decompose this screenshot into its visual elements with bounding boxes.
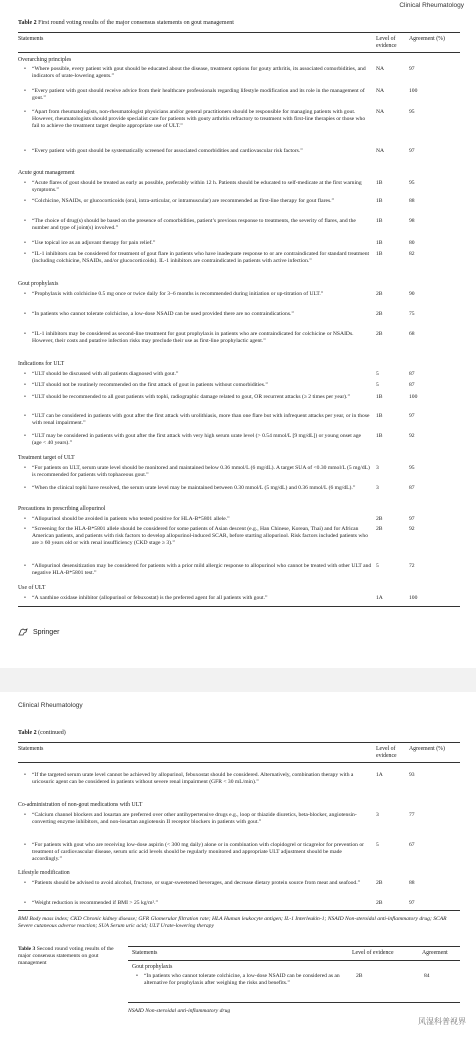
table-3-col-agreement: Agreement: [422, 950, 448, 956]
table-rule-top: [18, 32, 460, 33]
agreement-cell: 87: [409, 485, 415, 491]
table-title: (continued): [38, 730, 66, 736]
statement-text: “Prophylaxis with colchicine 0.5 mg once or twice daily for 3–6 months is recommended during initiation or up-titration of ULT.”: [32, 291, 324, 297]
statement-text: “Colchicine, NSAIDs, or glucocorticoids (oral, intra-articular, or intramuscular) are recommended as first-line therapy for gout flares.”: [32, 198, 335, 204]
statement-text: “A xanthine oxidase inhibitor (allopurinol or febuxostat) is the preferred agent for all patients with gout.”: [32, 595, 268, 601]
statement-text: “ULT should be discussed with all patients diagnosed with gout.”: [32, 371, 179, 377]
statement-text: “Patients should be advised to avoid alcohol, fructose, or sugar-sweetened beverages, and decrease dietary protein source from meat and seafood.”: [32, 880, 361, 886]
statement-text: “Every patient with gout should receive advice from their healthcare professionals regarding lifestyle modification and its role in the management of gout.”: [32, 88, 365, 101]
level-cell: 1B: [376, 433, 383, 439]
agreement-cell: 87: [409, 371, 415, 377]
table-rule-header: [18, 52, 460, 53]
page-gap: [0, 668, 476, 692]
agreement-cell: 100: [409, 394, 418, 400]
agreement-cell: 88: [409, 880, 415, 886]
table-3-col-statements: Statements: [132, 950, 158, 956]
level-cell: 2B: [376, 331, 383, 337]
statement-text: “Allopurinol should be avoided in patients who tested positive for HLA-B*5801 allele.”: [32, 516, 230, 522]
table-label: Table 2: [18, 730, 37, 736]
table-rule-bottom: [18, 910, 460, 911]
level-cell: 5: [376, 563, 379, 569]
col-header-statements: Statements: [18, 746, 44, 752]
level-cell: 5: [376, 382, 379, 388]
springer-horse-icon: [18, 628, 28, 636]
statement-text: “Use topical ice as an adjuvant therapy for pain relief.”: [32, 240, 156, 246]
agreement-cell: 95: [409, 109, 415, 115]
level-cell: NA: [376, 66, 385, 72]
statement-text: “For patients with gout who are receiving low-dose aspirin (< 300 mg daily) alone or in combination with clopidogrel or ticagrelor for prevention or treatment of cardiovascular disease, serum uric acid levels should be regularly monitored and appropriate ULT adjustment should be made accordingly.”: [32, 842, 365, 862]
table-2-continued-caption: [18, 730, 66, 736]
agreement-cell: 80: [409, 240, 415, 246]
section-title: Treatment target of ULT: [18, 455, 75, 461]
level-cell: NA: [376, 88, 385, 94]
table-rule-top: [18, 742, 460, 743]
publisher-footer: [18, 628, 59, 636]
level-cell: NA: [376, 109, 385, 115]
table-3-col-level: Level of evidence: [352, 950, 394, 956]
agreement-cell: 97: [409, 900, 415, 906]
level-cell: 3: [376, 465, 379, 471]
statement-text: “Screening for the HLA-B*5801 allele should be considered for some patients of Asian descent (e.g., Han Chinese, Korean, Thai) and for African American patients, and patients with risk factors to develop allopurinol-induced SCAR, before starting allopurinol. Risk factors included patients who are ≥ 60 years old or with renal insufficiency (CKD stage ≥ 3).”: [32, 526, 369, 546]
level-cell: 1A: [376, 595, 383, 601]
agreement-cell: 97: [409, 516, 415, 522]
level-cell: 3: [376, 485, 379, 491]
section-title: Indications for ULT: [18, 361, 65, 367]
level-cell: 2B: [376, 291, 383, 297]
section-title: Acute gout management: [18, 170, 75, 176]
level-cell: 1B: [376, 413, 383, 419]
level-cell: 3: [376, 812, 379, 818]
statement-text: “IL-1 inhibitors can be considered for treatment of gout flare in patients who have inadequate response to or are contraindicated for standard treatment (including colchicine, NSAIDs, and/or glucocorticoids). IL-1 inhibitors are contraindicated in patients with active infection.”: [32, 251, 370, 264]
statement-text: “ULT can be considered in patients with gout after the first attack with urolithiasis, more than one flare but with infrequent attacks per year, or in those with renal impairment.”: [32, 413, 370, 426]
level-cell: 1B: [376, 240, 383, 246]
agreement-cell: 100: [409, 88, 418, 94]
agreement-cell: 77: [409, 812, 415, 818]
agreement-cell: 82: [409, 251, 415, 257]
table-3-title: Second round voting results of the major consensus statements on gout management: [18, 946, 114, 966]
table-3-rule-top: [128, 946, 460, 947]
table-3-rule-bottom: [128, 1002, 460, 1003]
statement-text: “Acute flares of gout should be treated as early as possible, preferably within 12 h. Patients should be educated to self-medicate at the first warning symptoms.”: [32, 180, 362, 193]
watermark-text: 风湿科普视界: [418, 1017, 466, 1026]
table-rule-bottom: [18, 606, 460, 607]
level-cell: 1B: [376, 180, 383, 186]
table-3-agreement: 84: [424, 973, 430, 979]
level-cell: 2B: [376, 311, 383, 317]
statement-text: “Calcium channel blockers and losartan are preferred over other antihypertensive drugs e.g., loop or thiazide diuretics, beta-blocker, angiotensin-converting enzyme inhibitors, and non-losartan angiotensin II receptor blockers in patients with gout.”: [32, 812, 357, 825]
statement-text: “For patients on ULT, serum urate level should be monitored and maintained below 0.36 mmol/L (6 mg/dL). A target SUA of <0.30 mmol/L (5 mg/dL) is recommended for patients with tophaceous gout.”: [32, 465, 370, 478]
level-cell: 1B: [376, 218, 383, 224]
agreement-cell: 97: [409, 66, 415, 72]
agreement-cell: 92: [409, 433, 415, 439]
statement-text: “Allopurinol desensitization may be considered for patients with a prior mild allergic response to allopurinol who cannot be treated with other ULT and negative HLA-B*5801 test.”: [32, 563, 372, 576]
agreement-cell: 97: [409, 413, 415, 419]
col-header-level: Level of evidence: [376, 36, 397, 49]
agreement-cell: 87: [409, 382, 415, 388]
level-cell: 2B: [376, 900, 383, 906]
statement-text: “If the targeted serum urate level cannot be achieved by allopurinol, febuxostat should be considered. Alternatively, combination therapy with a uricosuric agent can be considered in patients without severe renal impairment (GFR < 30 mL/min).”: [32, 772, 354, 785]
table-label: Table 2: [18, 20, 37, 26]
table-2-caption: [18, 20, 234, 26]
agreement-cell: 90: [409, 291, 415, 297]
col-header-agreement: Agreement (%): [409, 36, 445, 42]
statement-text: “Weight reduction is recommended if BMI > 25 kg/m².”: [32, 900, 159, 906]
level-cell: 5: [376, 842, 379, 848]
section-title: Gout prophylaxis: [18, 281, 59, 287]
agreement-cell: 75: [409, 311, 415, 317]
page-1: Clinical Rheumatology Table 2 First round voting results of the major consensus statements on gout management Statements Level of evidence Agreement (%) Overarching principles • “Where possible, every patient with gout should be educated about the disease, treatment options for gouty arthritis, its associated comorbidities, and indicators of urate-lowering agents.” NA 97 • “Every patient with gout should receive advice from their healthcare professionals regarding lifestyle modification and its role in the management of gout.” NA 100 • “Apart from rheumatologists, non-rheumatologist physicians and/or general practitioners should be responsible for managing patients with gout. However, rheumatologists should provide specialist care for patients with gouty arthritis refractory to treatment with first-line therapies or those who fail to achieve the treatment target despite appropriate use of ULT.” NA 95 • “Every patient with gout should be systematically screened for associated comorbidities and cardiovascular risk factors.” NA 97 Acute gout management • “Acute flares of gout should be treated as early as possible, preferably within 12 h. Patients should be educated to self-medicate at the first warning symptoms.” 1B 95 • “Colchicine, NSAIDs, or glucocorticoids (oral, intra-articular, or intramuscular) are recommended as first-line therapy for gout flares.” 1B 88 • “The choice of drug(s) should be based on the presence of comorbidities, patient’s previous response to treatments, the severity of flares, and the number and type of joint(s) involved.” 1B 98 • “Use topical ice as an adjuvant therapy for pain relief.” 1B 80 • “IL-1 inhibitors can be considered for treatment of gout flare in patients who have inadequate response to or are contraindicated for standard treatment (including colchicine, NSAIDs, and/or glucocorticoids). IL-1 inhibitors are contraindicated in patients with active infection.” 1B 82 Gout prophylaxis • “Prophylaxis with colchicine 0.5 mg once or twice daily for 3–6 months is recommended during initiation or up-titration of ULT.” 2B 90 • “In patients who cannot tolerate colchicine, a low-dose NSAID can be used provided there are no contraindications.” 2B 75 • “IL-1 inhibitors may be considered as second-line treatment for gout prophylaxis in patients who are contraindicated for colchicine or NSAIDs. However, their costs and putative infection risks may preclude their use as first-line prophylactic agent.” 2B 68 Indications for ULT • “ULT should be discussed with all patients diagnosed with gout.” 5 87 • “ULT should not be routinely recommended on the first attack of gout in patients without comorbidities.” 5 87 • “ULT should be recommended to all gout patients with tophi, radiographic damage related to gout, OR recurrent attacks (≥ 2 times per year).” 1B 100 • “ULT can be considered in patients with gout after the first attack with urolithiasis, more than one flare but with infrequent attacks per year, or in those with renal impairment.” 1B 97 • “ULT may be considered in patients with gout after the first attack with very high serum urate level (> 0.54 mmol/L [9 mg/dL]) or young onset age (age < 40 years).” 1B 92 Treatment target of ULT • “For patients on ULT, serum urate level should be monitored and maintained below 0.36 mmol/L (6 mg/dL). A target SUA of <0.30 mmol/L (5 mg/dL) is recommended for patients with tophaceous gout.” 3 95 • “When the clinical tophi have resolved, the serum urate level may be maintained between 0.30 mmol/L (5 mg/dL) and 0.36 mmol/L (6 mg/dL).” 3 87 Precautions in prescribing allopurinol • “Allopurinol should be avoided in patients who tested positive for HLA-B*5801 allele.” 2B 97 • “Screening for the HLA-B*5801 allele should be considered for some patients of Asian descent (e.g., Han Chinese, Korean, Thai) and for African American patients, and patients with risk factors to develop allopurinol-induced SCAR, before starting allopurinol. Risk factors included patients who are ≥ 60 years old or with renal insufficiency (CKD stage ≥ 3).” 2B 92 • “Allopurinol desensitization may be considered for patients with a prior mild allergic response to allopurinol who cannot be treated with other ULT and negative HLA-B*5801 test.” 5 72 Use of ULT • “A xanthine oxidase inhibitor (allopurinol or febuxostat) is the preferred agent for all patients with gout.” 1A 100 Springer: [0, 0, 476, 668]
running-head: Clinical Rheumatology: [399, 2, 464, 9]
level-cell: 1B: [376, 198, 383, 204]
statement-text: “The choice of drug(s) should be based on the presence of comorbidities, patient’s previous response to treatments, the severity of flares, and the number and type of joint(s) involved.”: [32, 218, 356, 231]
statement-text: “Apart from rheumatologists, non-rheumatologist physicians and/or general practitioners should be responsible for managing patients with gout. However, rheumatologists should provide specialist care for patients with gouty arthritis refractory to treatment with first-line therapies or those who fail to achieve the treatment target despite appropriate use of ULT.”: [32, 109, 366, 129]
col-header-statements: Statements: [18, 36, 44, 42]
table-3-level: 2B: [356, 973, 363, 979]
section-title: Co-administration of non-gout medications with ULT: [18, 802, 143, 808]
table-3-caption: [18, 946, 114, 967]
table-3-rule-header: [128, 960, 460, 961]
level-cell: 1A: [376, 772, 383, 778]
table-rule-header: [18, 762, 460, 763]
agreement-cell: 100: [409, 595, 418, 601]
table-3-label: Table 3: [18, 946, 36, 952]
level-cell: 5: [376, 371, 379, 377]
agreement-cell: 67: [409, 842, 415, 848]
statement-text: “IL-1 inhibitors may be considered as second-line treatment for gout prophylaxis in patients who are contraindicated for colchicine or NSAIDs. However, their costs and putative infection risks may preclude their use as first-line prophylactic agent.”: [32, 331, 354, 344]
page-2: Clinical Rheumatology Table 2 (continued) Statements Level of evidence Agreement (%) • “If the targeted serum urate level cannot be achieved by allopurinol, febuxostat should be considered. Alternatively, combination therapy with a uricosuric agent can be considered in patients without severe renal impairment (GFR < 30 mL/min).” 1A 93 Co-administration of non-gout medications with ULT • “Calcium channel blockers and losartan are preferred over other antihypertensive drugs e.g., loop or thiazide diuretics, beta-blocker, angiotensin-converting enzyme inhibitors, and non-losartan angiotensin II receptor blockers in patients with gout.” 3 77 • “For patients with gout who are receiving low-dose aspirin (< 300 mg daily) alone or in combination with clopidogrel or ticagrelor for prevention or treatment of cardiovascular disease, serum uric acid levels should be regularly monitored and appropriate ULT adjustment should be made accordingly.” 5 67 Lifestyle modification • “Patients should be advised to avoid alcohol, fructose, or sugar-sweetened beverages, and decrease dietary protein source from meat and seafood.” 2B 88 • “Weight reduction is recommended if BMI > 25 kg/m².” 2B 97 BMI Body mass index; CKD Chronic kidney disease; GFR Glomerular filtration rate; HLA Human leukocyte antigen; IL-1 Interleukin-1; NSAID Non-steroidal anti-inflammatory drug; SCAR Severe cutaneous adverse reaction; SUA Serum uric acid; ULT Urate-lowering therapy Table 3 Second round voting results of the major consensus statements on gout management Statements Level of evidence Agreement Gout prophylaxis • “In patients who cannot tolerate colchicine, a low-dose NSAID can be considered as an alternative for prophylaxis after weighing the risks and benefits.” 2B 84 NSAID Non-steroidal anti-inflammatory drug 风湿科普视界: [0, 692, 476, 1040]
agreement-cell: 68: [409, 331, 415, 337]
agreement-cell: 72: [409, 563, 415, 569]
col-header-agreement: Agreement (%): [409, 746, 445, 752]
level-cell: 1B: [376, 251, 383, 257]
table-2-footnote: BMI Body mass index; CKD Chronic kidney disease; GFR Glomerular filtration rate; HLA Human leukocyte antigen; IL-1 Interleukin-1; NSAID Non-steroidal anti-inflammatory drug; SCAR Severe cutaneous adverse reaction; SUA Serum uric acid; ULT Urate-lowering therapy: [18, 916, 447, 929]
level-cell: 2B: [376, 516, 383, 522]
section-title: Lifestyle modification: [18, 870, 70, 876]
section-title: Overarching principles: [18, 57, 72, 63]
agreement-cell: 97: [409, 148, 415, 154]
statement-text: “ULT should be recommended to all gout patients with tophi, radiographic damage related to gout, OR recurrent attacks (≥ 2 times per year).”: [32, 394, 350, 400]
statement-text: “Every patient with gout should be systematically screened for associated comorbidities and cardiovascular risk factors.”: [32, 148, 303, 154]
agreement-cell: 88: [409, 198, 415, 204]
statement-text: “Where possible, every patient with gout should be educated about the disease, treatment options for gouty arthritis, its associated comorbidities, and indicators of urate-lowering agents.”: [32, 66, 366, 79]
bullet: •: [136, 973, 138, 979]
publisher-name: Springer: [32, 628, 60, 636]
table-3-statement: “In patients who cannot tolerate colchicine, a low-dose NSAID can be considered as an alternative for prophylaxis after weighing the risks and benefits.”: [144, 973, 340, 986]
table-title: First round voting results of the major consensus statements on gout management: [38, 20, 234, 26]
agreement-cell: 98: [409, 218, 415, 224]
level-cell: NA: [376, 148, 385, 154]
table-3-footnote: NSAID Non-steroidal anti-inflammatory drug: [128, 1008, 231, 1014]
agreement-cell: 93: [409, 772, 415, 778]
level-cell: 1B: [376, 394, 383, 400]
table-3-section: Gout prophylaxis: [132, 964, 173, 970]
level-cell: 2B: [376, 526, 383, 532]
agreement-cell: 95: [409, 465, 415, 471]
statement-text: “When the clinical tophi have resolved, the serum urate level may be maintained between 0.30 mmol/L (5 mg/dL) and 0.36 mmol/L (6 mg/dL).”: [32, 485, 356, 491]
statement-text: “ULT may be considered in patients with gout after the first attack with very high serum urate level (> 0.54 mmol/L [9 mg/dL]) or young onset age (age < 40 years).”: [32, 433, 362, 446]
agreement-cell: 95: [409, 180, 415, 186]
level-cell: 2B: [376, 880, 383, 886]
col-header-level: Level of evidence: [376, 746, 397, 759]
running-head: Clinical Rheumatology: [18, 702, 83, 709]
watermark: [418, 1016, 466, 1027]
section-title: Precautions in prescribing allopurinol: [18, 506, 106, 512]
section-title: Use of ULT: [18, 585, 46, 591]
statement-text: “ULT should not be routinely recommended on the first attack of gout in patients without comorbidities.”: [32, 382, 268, 388]
statement-text: “In patients who cannot tolerate colchicine, a low-dose NSAID can be used provided there are no contraindications.”: [32, 311, 294, 317]
agreement-cell: 92: [409, 526, 415, 532]
